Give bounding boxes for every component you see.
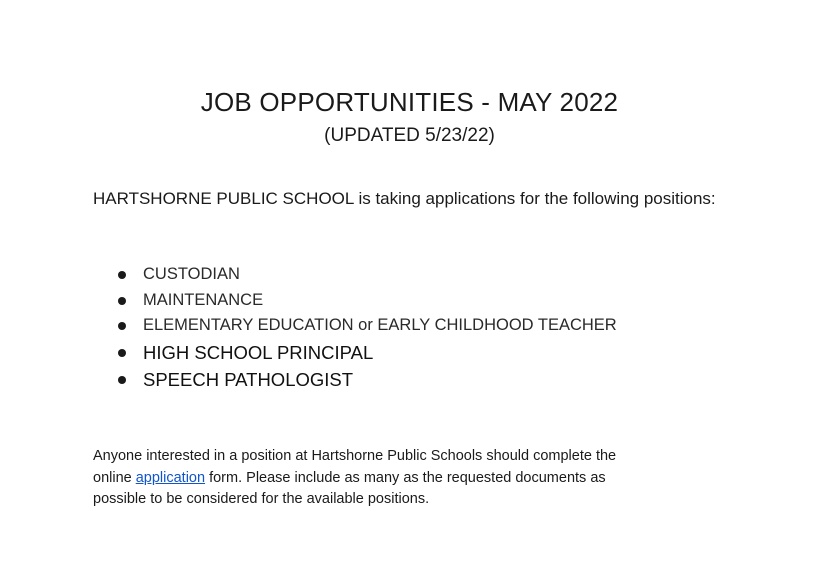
intro-paragraph: HARTSHORNE PUBLIC SCHOOL is taking applications for the following positions: [93, 189, 716, 208]
bullet-icon [118, 297, 126, 305]
positions-list [118, 262, 617, 393]
position-label: SPEECH PATHOLOGIST [143, 368, 354, 390]
bullet-icon [118, 322, 126, 330]
list-item [118, 288, 617, 314]
application-link[interactable]: application [135, 469, 206, 486]
bullet-icon [118, 349, 126, 357]
position-label: ELEMENTARY EDUCATION or EARLY CHILDHOOD TEACHER [143, 316, 617, 334]
position-label: CUSTODIAN [143, 265, 240, 283]
footer-line-2-suffix: form. Please include as many as the requested documents as [205, 469, 606, 486]
page-title: JOB OPPORTUNITIES - MAY 2022 [200, 87, 619, 117]
bullet-icon [118, 271, 126, 279]
position-label: MAINTENANCE [143, 290, 264, 309]
list-item [118, 313, 617, 339]
position-label: HIGH SCHOOL PRINCIPAL [143, 341, 374, 363]
list-item [118, 339, 617, 366]
page-subtitle: (UPDATED 5/23/22) [324, 125, 495, 146]
instructions-paragraph [93, 446, 733, 511]
footer-line-2-prefix: online [93, 469, 136, 486]
list-item [118, 262, 617, 288]
list-item [118, 366, 617, 393]
footer-line-3: possible to be considered for the available positions. [93, 491, 430, 507]
footer-line-1: Anyone interested in a position at Hartshorne Public Schools should complete the [93, 448, 617, 464]
bullet-icon [118, 376, 126, 384]
